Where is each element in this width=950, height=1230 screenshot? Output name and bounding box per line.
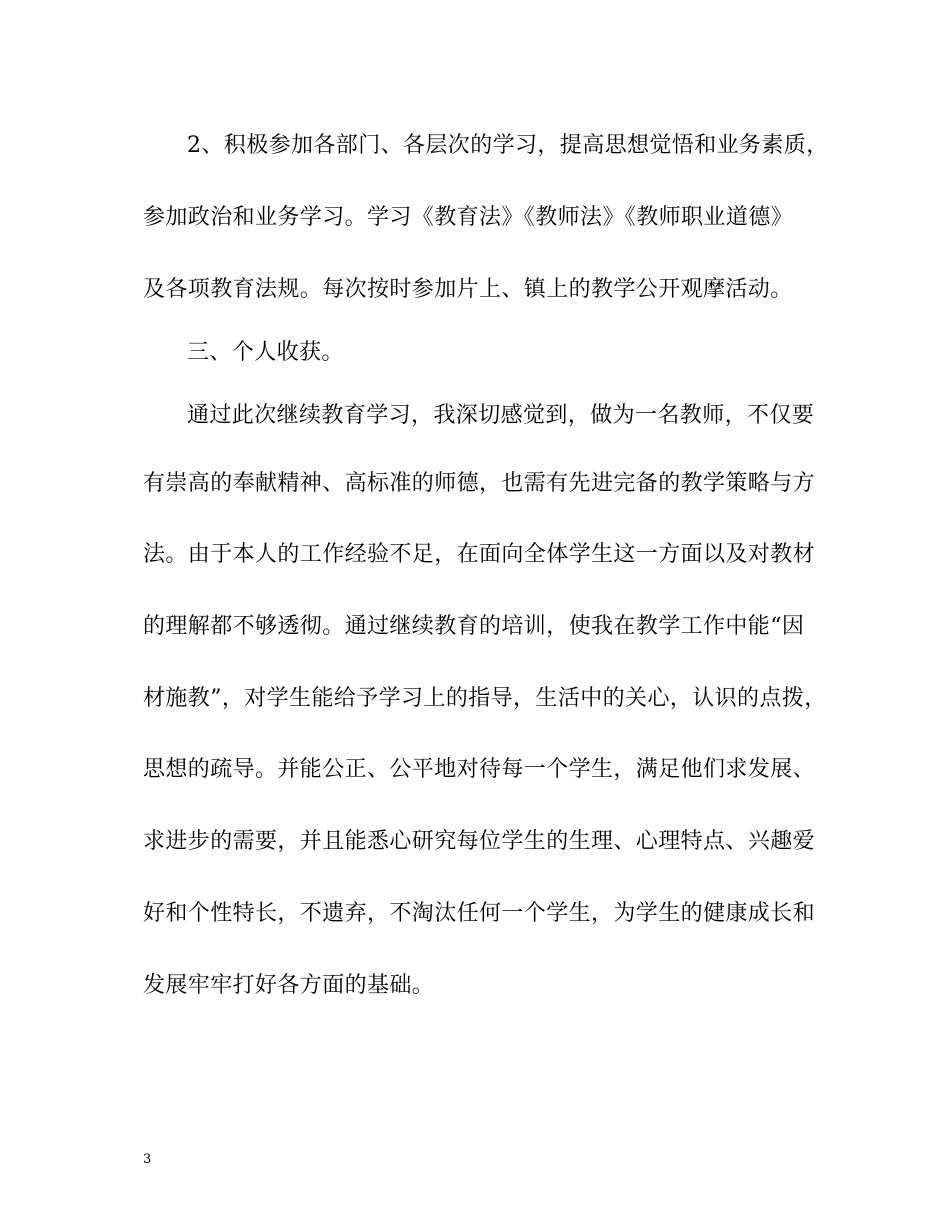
paragraph-line: 思想的疏导。并能公正、公平地对待每一个学生，满足他们求发展、: [143, 757, 816, 782]
paragraph-line: 材施教”，对学生能给予学习上的指导，生活中的关心，认识的点拨，: [143, 686, 827, 711]
paragraph-line: 参加政治和业务学习。学习《教育法》《教师法》《教师职业道德》: [143, 205, 794, 230]
paragraph-line: 2、积极参加各部门、各层次的学习，提高思想觉悟和业务素质，: [187, 133, 829, 158]
page-number: 3: [143, 1152, 152, 1167]
paragraph-line: 的理解都不够透彻。通过继续教育的培训，使我在教学工作中能“因: [143, 614, 805, 639]
paragraph-line: 有崇高的奉献精神、高标准的师德，也需有先进完备的教学策略与方: [143, 471, 816, 496]
paragraph-line: 发展牢牢打好各方面的基础。: [143, 973, 435, 998]
paragraph-line: 及各项教育法规。每次按时参加片上、镇上的教学公开观摩活动。: [143, 277, 793, 302]
section-heading: 三、个人收获。: [187, 340, 344, 365]
paragraph-line: 求进步的需要，并且能悉心研究每位学生的生理、心理特点、兴趣爱: [143, 829, 816, 854]
paragraph-line: 好和个性特长，不遗弃，不淘汰任何一个学生，为学生的健康成长和: [143, 901, 816, 926]
paragraph-line: 通过此次继续教育学习，我深切感觉到，做为一名教师，不仅要: [187, 403, 815, 428]
paragraph-line: 法。由于本人的工作经验不足，在面向全体学生这一方面以及对教材: [143, 542, 816, 567]
